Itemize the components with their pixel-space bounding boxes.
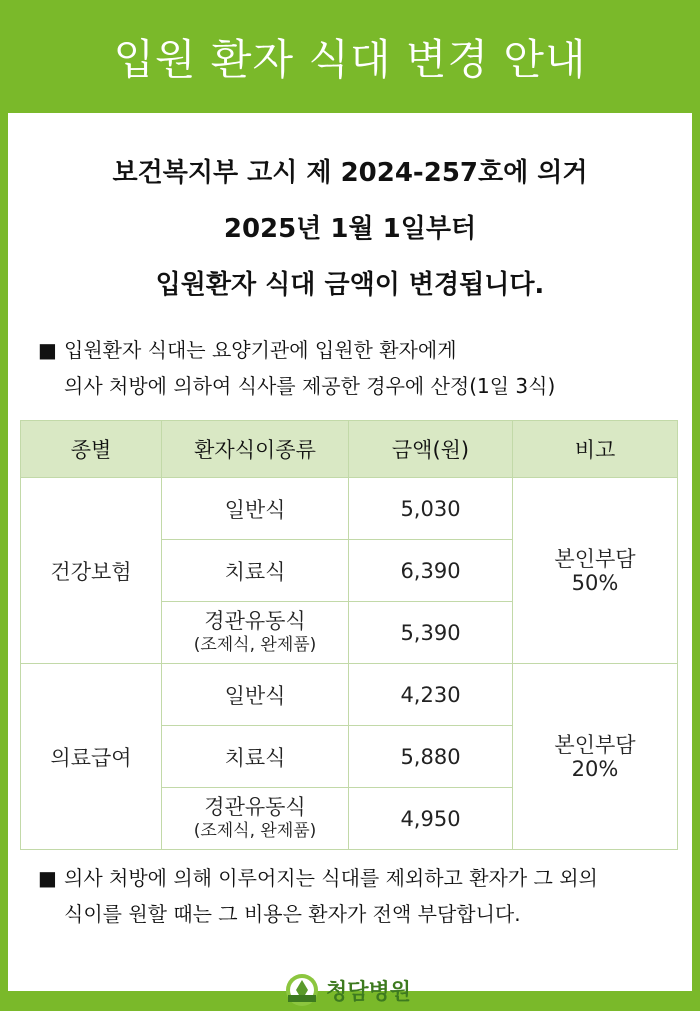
hospital-name: 청담병원 (326, 978, 412, 1005)
intro-line-3: 입원환자 식대 금액이 변경됩니다. (155, 270, 545, 300)
intro-line-1: 보건복지부 고시 제 2024-257호에 의거 (112, 158, 588, 188)
table-header-row (21, 421, 678, 478)
amount-cell: 6,390 (349, 540, 513, 602)
remark-cell: 본인부담 20% (513, 664, 678, 850)
amount-cell: 5,880 (349, 726, 513, 788)
meal-type-cell: 일반식 (162, 478, 349, 540)
amount-cell: 5,030 (349, 478, 513, 540)
note1-line-1: 입원환자 식대는 요양기관에 입원한 환자에게 (64, 338, 457, 362)
amount-cell: 4,230 (349, 664, 513, 726)
header-banner (0, 0, 700, 113)
meal-fee-table (20, 420, 678, 850)
bullet-square-icon: ■ (38, 866, 57, 890)
header-amount: 금액(원) (349, 421, 513, 478)
note1-line-2: 의사 처방에 의하여 식사를 제공한 경우에 산정(1일 3식) (64, 374, 556, 398)
intro-block (8, 145, 692, 313)
category-cell: 의료급여 (21, 664, 162, 850)
frame-border-left (0, 113, 8, 991)
hospital-logo (284, 972, 411, 1008)
meal-type-cell: 치료식 (162, 540, 349, 602)
note2-line-1: 의사 처방에 의해 이루어지는 식대를 제외하고 환자가 그 외의 (64, 866, 598, 890)
table-row (21, 478, 678, 540)
page-title: 입원 환자 식대 변경 안내 (113, 34, 587, 84)
header-meal-type: 환자식이종류 (162, 421, 349, 478)
bullet-square-icon: ■ (38, 338, 57, 362)
meal-type-cell: 경관유동식 (조제식, 완제품) (162, 602, 349, 664)
note-meal-definition (38, 332, 555, 404)
note-extra-meal-cost (38, 860, 598, 932)
table-row (21, 664, 678, 726)
amount-cell: 4,950 (349, 788, 513, 850)
remark-cell: 본인부담 50% (513, 478, 678, 664)
frame-border-right (692, 113, 700, 991)
hospital-emblem-icon (284, 972, 320, 1008)
amount-cell: 5,390 (349, 602, 513, 664)
meal-type-cell: 경관유동식 (조제식, 완제품) (162, 788, 349, 850)
header-remark: 비고 (513, 421, 678, 478)
meal-type-cell: 치료식 (162, 726, 349, 788)
intro-line-2: 2025년 1월 1일부터 (223, 214, 477, 244)
category-cell: 건강보험 (21, 478, 162, 664)
note2-line-2: 식이를 원할 때는 그 비용은 환자가 전액 부담합니다. (64, 902, 521, 926)
header-category: 종별 (21, 421, 162, 478)
meal-type-cell: 일반식 (162, 664, 349, 726)
